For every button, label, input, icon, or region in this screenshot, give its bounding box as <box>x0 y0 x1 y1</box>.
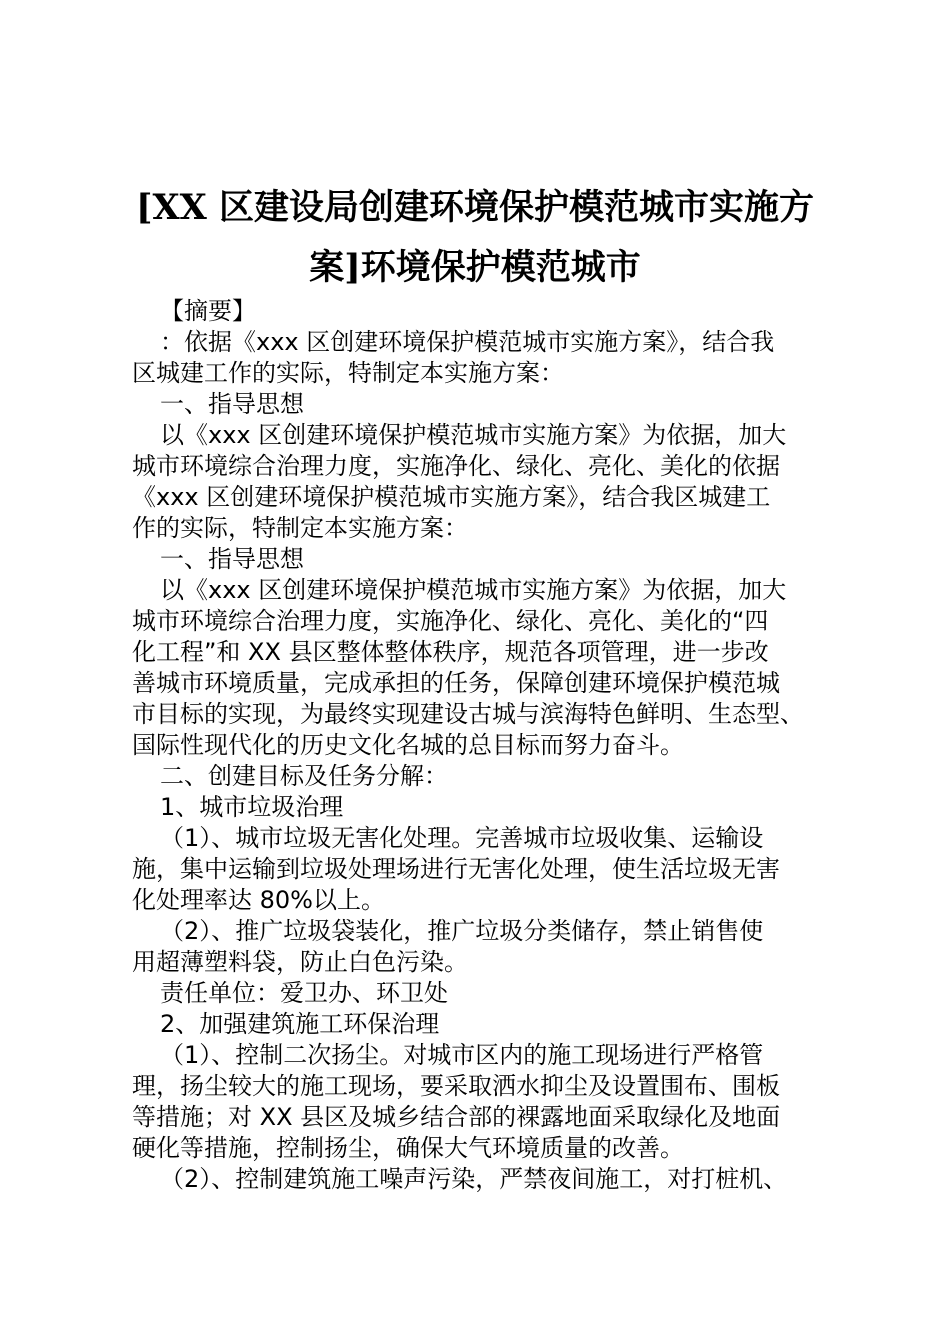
paragraph-line: 善城市环境质量，完成承担的任务，保障创建环境保护模范城 <box>132 669 780 697</box>
paragraph-line: 城市环境综合治理力度，实施净化、绿化、亮化、美化的依据 <box>132 452 780 480</box>
abstract-heading: 【摘要】 <box>160 297 256 325</box>
paragraph-line: （2）、推广垃圾袋装化，推广垃圾分类储存，禁止销售使 <box>160 917 764 945</box>
paragraph-line: （1）、城市垃圾无害化处理。完善城市垃圾收集、运输设 <box>160 824 764 852</box>
paragraph-line: 城市环境综合治理力度，实施净化、绿化、亮化、美化的“四 <box>132 607 769 635</box>
paragraph-line: 作的实际，特制定本实施方案： <box>132 514 468 542</box>
subsection-heading: 1、城市垃圾治理 <box>160 793 344 821</box>
paragraph-line: 以《xxx 区创建环境保护模范城市实施方案》为依据，加大 <box>160 421 787 449</box>
paragraph-line: 用超薄塑料袋，防止白色污染。 <box>132 948 468 976</box>
section-heading: 二、创建目标及任务分解： <box>160 762 448 790</box>
paragraph-line: 化处理率达 80%以上。 <box>132 886 385 914</box>
section-heading: 一、指导思想 <box>160 390 304 418</box>
paragraph-line: 理，扬尘较大的施工现场，要采取洒水抑尘及设置围布、围板 <box>132 1072 780 1100</box>
subsection-heading: 2、加强建筑施工环保治理 <box>160 1010 440 1038</box>
paragraph-line: 国际性现代化的历史文化名城的总目标而努力奋斗。 <box>132 731 684 759</box>
paragraph-line: 硬化等措施，控制扬尘，确保大气环境质量的改善。 <box>132 1134 684 1162</box>
paragraph-line: 施，集中运输到垃圾处理场进行无害化处理，使生活垃圾无害 <box>132 855 780 883</box>
paragraph-line: 区城建工作的实际，特制定本实施方案： <box>132 359 564 387</box>
paragraph-line: 市目标的实现，为最终实现建设古城与滨海特色鲜明、生态型、 <box>132 700 804 728</box>
document-title-line-1: [XX 区建设局创建环境保护模范城市实施方 <box>135 187 815 228</box>
paragraph-line: 《xxx 区创建环境保护模范城市实施方案》，结合我区城建工 <box>132 483 771 511</box>
document-title-line-2: 案]环境保护模范城市 <box>309 247 641 288</box>
paragraph-line: 化工程”和 XX 县区整体整体秩序，规范各项管理，进一步改 <box>132 638 769 666</box>
paragraph-line: ：依据《xxx 区创建环境保护模范城市实施方案》，结合我 <box>160 328 775 356</box>
responsibility-line: 责任单位：爱卫办、环卫处 <box>160 979 448 1007</box>
paragraph-line: （1）、控制二次扬尘。对城市区内的施工现场进行严格管 <box>160 1041 764 1069</box>
paragraph-line: 以《xxx 区创建环境保护模范城市实施方案》为依据，加大 <box>160 576 787 604</box>
paragraph-line: （2）、控制建筑施工噪声污染，严禁夜间施工，对打桩机、 <box>160 1165 788 1193</box>
section-heading: 一、指导思想 <box>160 545 304 573</box>
paragraph-line: 等措施；对 XX 县区及城乡结合部的裸露地面采取绿化及地面 <box>132 1103 781 1131</box>
